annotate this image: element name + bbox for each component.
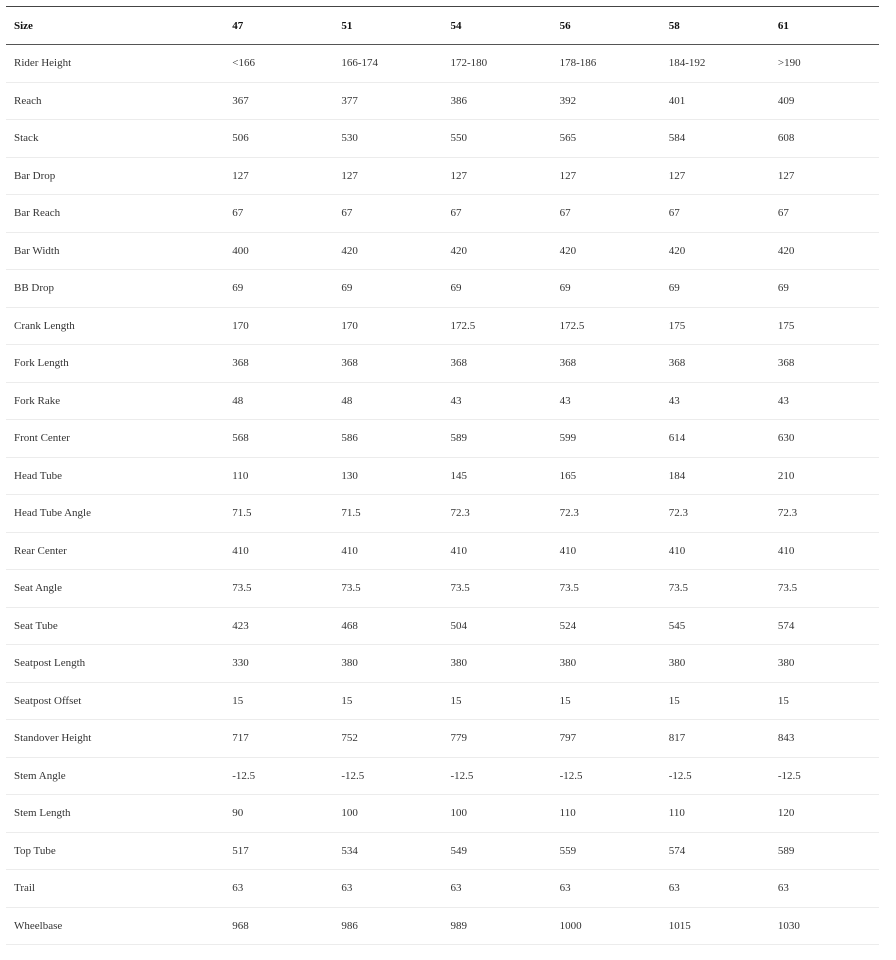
table-cell: 367 xyxy=(224,82,333,120)
row-label: Bar Drop xyxy=(6,157,224,195)
table-cell: 166-174 xyxy=(333,45,442,83)
table-row xyxy=(6,232,879,270)
table-cell: 90 xyxy=(224,795,333,833)
table-cell: 380 xyxy=(333,645,442,683)
table-cell: 380 xyxy=(661,645,770,683)
table-cell: 368 xyxy=(770,345,879,383)
table-cell: 420 xyxy=(333,232,442,270)
header-size-56: 56 xyxy=(552,7,661,45)
table-cell: 368 xyxy=(552,345,661,383)
table-cell: 530 xyxy=(333,120,442,158)
table-cell: 210 xyxy=(770,457,879,495)
table-cell: 67 xyxy=(224,195,333,233)
table-cell: 392 xyxy=(552,82,661,120)
table-cell: 48 xyxy=(224,382,333,420)
header-size-label: Size xyxy=(6,7,224,45)
table-cell: 549 xyxy=(443,832,552,870)
table-cell: 420 xyxy=(770,232,879,270)
row-label: Crank Length xyxy=(6,307,224,345)
table-cell: 752 xyxy=(333,720,442,758)
table-cell: 504 xyxy=(443,607,552,645)
table-cell: 73.5 xyxy=(770,570,879,608)
table-cell: 409 xyxy=(770,82,879,120)
table-cell: 568 xyxy=(224,420,333,458)
table-row xyxy=(6,757,879,795)
table-cell: 172-180 xyxy=(443,45,552,83)
table-cell: 410 xyxy=(443,532,552,570)
table-cell: 63 xyxy=(333,870,442,908)
header-size-58: 58 xyxy=(661,7,770,45)
table-row xyxy=(6,870,879,908)
table-cell: 817 xyxy=(661,720,770,758)
table-cell: 100 xyxy=(443,795,552,833)
table-cell: 127 xyxy=(224,157,333,195)
row-label: Top Tube xyxy=(6,832,224,870)
table-cell: 779 xyxy=(443,720,552,758)
table-cell: 400 xyxy=(224,232,333,270)
table-row xyxy=(6,832,879,870)
table-cell: 550 xyxy=(443,120,552,158)
table-cell: -12.5 xyxy=(770,757,879,795)
table-cell: 67 xyxy=(770,195,879,233)
row-label: Bar Reach xyxy=(6,195,224,233)
row-label: Head Tube Angle xyxy=(6,495,224,533)
row-label: Rear Center xyxy=(6,532,224,570)
row-label: Trail xyxy=(6,870,224,908)
table-cell: 608 xyxy=(770,120,879,158)
row-label: Wheelbase xyxy=(6,907,224,945)
table-cell: 368 xyxy=(224,345,333,383)
table-cell: 175 xyxy=(661,307,770,345)
table-cell: 72.3 xyxy=(552,495,661,533)
table-cell: 1015 xyxy=(661,907,770,945)
table-cell: 15 xyxy=(770,682,879,720)
table-cell: 127 xyxy=(552,157,661,195)
table-body xyxy=(6,45,879,945)
table-cell: 589 xyxy=(770,832,879,870)
row-label: Seatpost Offset xyxy=(6,682,224,720)
table-cell: 420 xyxy=(443,232,552,270)
table-cell: 48 xyxy=(333,382,442,420)
table-cell: 184 xyxy=(661,457,770,495)
table-row xyxy=(6,795,879,833)
row-label: Bar Width xyxy=(6,232,224,270)
table-cell: <166 xyxy=(224,45,333,83)
table-cell: 110 xyxy=(224,457,333,495)
table-cell: 586 xyxy=(333,420,442,458)
table-cell: 574 xyxy=(661,832,770,870)
table-row xyxy=(6,307,879,345)
table-cell: 67 xyxy=(661,195,770,233)
table-cell: 559 xyxy=(552,832,661,870)
table-cell: 73.5 xyxy=(661,570,770,608)
table-cell: 69 xyxy=(443,270,552,308)
table-cell: 69 xyxy=(552,270,661,308)
table-cell: 410 xyxy=(552,532,661,570)
table-cell: 63 xyxy=(770,870,879,908)
table-cell: 368 xyxy=(443,345,552,383)
table-row xyxy=(6,420,879,458)
table-cell: 43 xyxy=(770,382,879,420)
table-row xyxy=(6,345,879,383)
table-cell: 72.3 xyxy=(443,495,552,533)
row-label: Seat Angle xyxy=(6,570,224,608)
row-label: BB Drop xyxy=(6,270,224,308)
table-cell: 1030 xyxy=(770,907,879,945)
table-cell: 377 xyxy=(333,82,442,120)
table-cell: 420 xyxy=(661,232,770,270)
table-cell: 120 xyxy=(770,795,879,833)
table-cell: 110 xyxy=(661,795,770,833)
table-row xyxy=(6,457,879,495)
table-row xyxy=(6,120,879,158)
row-label: Rider Height xyxy=(6,45,224,83)
table-cell: 72.3 xyxy=(770,495,879,533)
table-cell: 584 xyxy=(661,120,770,158)
row-label: Front Center xyxy=(6,420,224,458)
table-cell: 717 xyxy=(224,720,333,758)
table-row xyxy=(6,270,879,308)
table-row xyxy=(6,907,879,945)
table-cell: 127 xyxy=(770,157,879,195)
table-cell: 843 xyxy=(770,720,879,758)
table-cell: 15 xyxy=(552,682,661,720)
table-cell: -12.5 xyxy=(333,757,442,795)
row-label: Stack xyxy=(6,120,224,158)
table-cell: 380 xyxy=(552,645,661,683)
geometry-table xyxy=(6,6,879,945)
table-cell: 423 xyxy=(224,607,333,645)
row-label: Seat Tube xyxy=(6,607,224,645)
table-cell: 184-192 xyxy=(661,45,770,83)
header-size-51: 51 xyxy=(333,7,442,45)
table-cell: 63 xyxy=(552,870,661,908)
row-label: Seatpost Length xyxy=(6,645,224,683)
table-cell: 63 xyxy=(661,870,770,908)
table-cell: 630 xyxy=(770,420,879,458)
row-label: Fork Rake xyxy=(6,382,224,420)
table-cell: 67 xyxy=(552,195,661,233)
table-cell: 69 xyxy=(661,270,770,308)
row-label: Stem Length xyxy=(6,795,224,833)
table-cell: 110 xyxy=(552,795,661,833)
table-cell: 545 xyxy=(661,607,770,645)
table-cell: 71.5 xyxy=(333,495,442,533)
table-cell: 15 xyxy=(661,682,770,720)
table-cell: 130 xyxy=(333,457,442,495)
header-size-47: 47 xyxy=(224,7,333,45)
table-cell: 127 xyxy=(661,157,770,195)
table-row xyxy=(6,495,879,533)
table-cell: >190 xyxy=(770,45,879,83)
table-cell: 614 xyxy=(661,420,770,458)
table-cell: 517 xyxy=(224,832,333,870)
table-cell: 63 xyxy=(224,870,333,908)
table-cell: 72.3 xyxy=(661,495,770,533)
table-cell: 410 xyxy=(661,532,770,570)
header-row xyxy=(6,7,879,45)
table-cell: 599 xyxy=(552,420,661,458)
table-cell: 574 xyxy=(770,607,879,645)
table-cell: 401 xyxy=(661,82,770,120)
table-cell: 410 xyxy=(333,532,442,570)
table-header xyxy=(6,7,879,45)
table-cell: 15 xyxy=(224,682,333,720)
table-cell: 172.5 xyxy=(552,307,661,345)
table-cell: 71.5 xyxy=(224,495,333,533)
table-cell: 1000 xyxy=(552,907,661,945)
table-cell: -12.5 xyxy=(443,757,552,795)
table-cell: 986 xyxy=(333,907,442,945)
table-cell: 968 xyxy=(224,907,333,945)
header-size-54: 54 xyxy=(443,7,552,45)
table-cell: 565 xyxy=(552,120,661,158)
table-row xyxy=(6,157,879,195)
table-cell: 43 xyxy=(443,382,552,420)
table-cell: 63 xyxy=(443,870,552,908)
table-cell: 145 xyxy=(443,457,552,495)
table-row xyxy=(6,570,879,608)
table-row xyxy=(6,45,879,83)
table-cell: 69 xyxy=(224,270,333,308)
table-cell: 989 xyxy=(443,907,552,945)
table-cell: 73.5 xyxy=(552,570,661,608)
table-row xyxy=(6,532,879,570)
table-row xyxy=(6,195,879,233)
table-row xyxy=(6,82,879,120)
table-cell: 67 xyxy=(443,195,552,233)
table-cell: 368 xyxy=(333,345,442,383)
table-cell: 524 xyxy=(552,607,661,645)
table-cell: 178-186 xyxy=(552,45,661,83)
header-size-61: 61 xyxy=(770,7,879,45)
table-cell: 506 xyxy=(224,120,333,158)
table-cell: 368 xyxy=(661,345,770,383)
table-cell: -12.5 xyxy=(661,757,770,795)
row-label: Stem Angle xyxy=(6,757,224,795)
table-cell: 73.5 xyxy=(224,570,333,608)
table-cell: 165 xyxy=(552,457,661,495)
table-cell: 69 xyxy=(770,270,879,308)
table-row xyxy=(6,607,879,645)
row-label: Standover Height xyxy=(6,720,224,758)
table-cell: 468 xyxy=(333,607,442,645)
table-cell: 380 xyxy=(770,645,879,683)
table-cell: 386 xyxy=(443,82,552,120)
table-cell: 73.5 xyxy=(443,570,552,608)
table-cell: 43 xyxy=(552,382,661,420)
table-row xyxy=(6,645,879,683)
table-cell: 797 xyxy=(552,720,661,758)
table-cell: 67 xyxy=(333,195,442,233)
row-label: Fork Length xyxy=(6,345,224,383)
table-cell: -12.5 xyxy=(224,757,333,795)
table-cell: 330 xyxy=(224,645,333,683)
table-cell: 420 xyxy=(552,232,661,270)
table-cell: 170 xyxy=(224,307,333,345)
table-cell: 100 xyxy=(333,795,442,833)
table-cell: 127 xyxy=(333,157,442,195)
table-row xyxy=(6,720,879,758)
table-row xyxy=(6,382,879,420)
table-cell: 69 xyxy=(333,270,442,308)
table-cell: 175 xyxy=(770,307,879,345)
table-cell: 380 xyxy=(443,645,552,683)
table-cell: 172.5 xyxy=(443,307,552,345)
table-cell: 127 xyxy=(443,157,552,195)
table-cell: 43 xyxy=(661,382,770,420)
table-cell: 534 xyxy=(333,832,442,870)
table-cell: 410 xyxy=(224,532,333,570)
table-cell: 73.5 xyxy=(333,570,442,608)
table-cell: 410 xyxy=(770,532,879,570)
table-cell: 589 xyxy=(443,420,552,458)
row-label: Head Tube xyxy=(6,457,224,495)
table-row xyxy=(6,682,879,720)
table-cell: 15 xyxy=(443,682,552,720)
row-label: Reach xyxy=(6,82,224,120)
table-cell: 170 xyxy=(333,307,442,345)
table-cell: 15 xyxy=(333,682,442,720)
table-cell: -12.5 xyxy=(552,757,661,795)
